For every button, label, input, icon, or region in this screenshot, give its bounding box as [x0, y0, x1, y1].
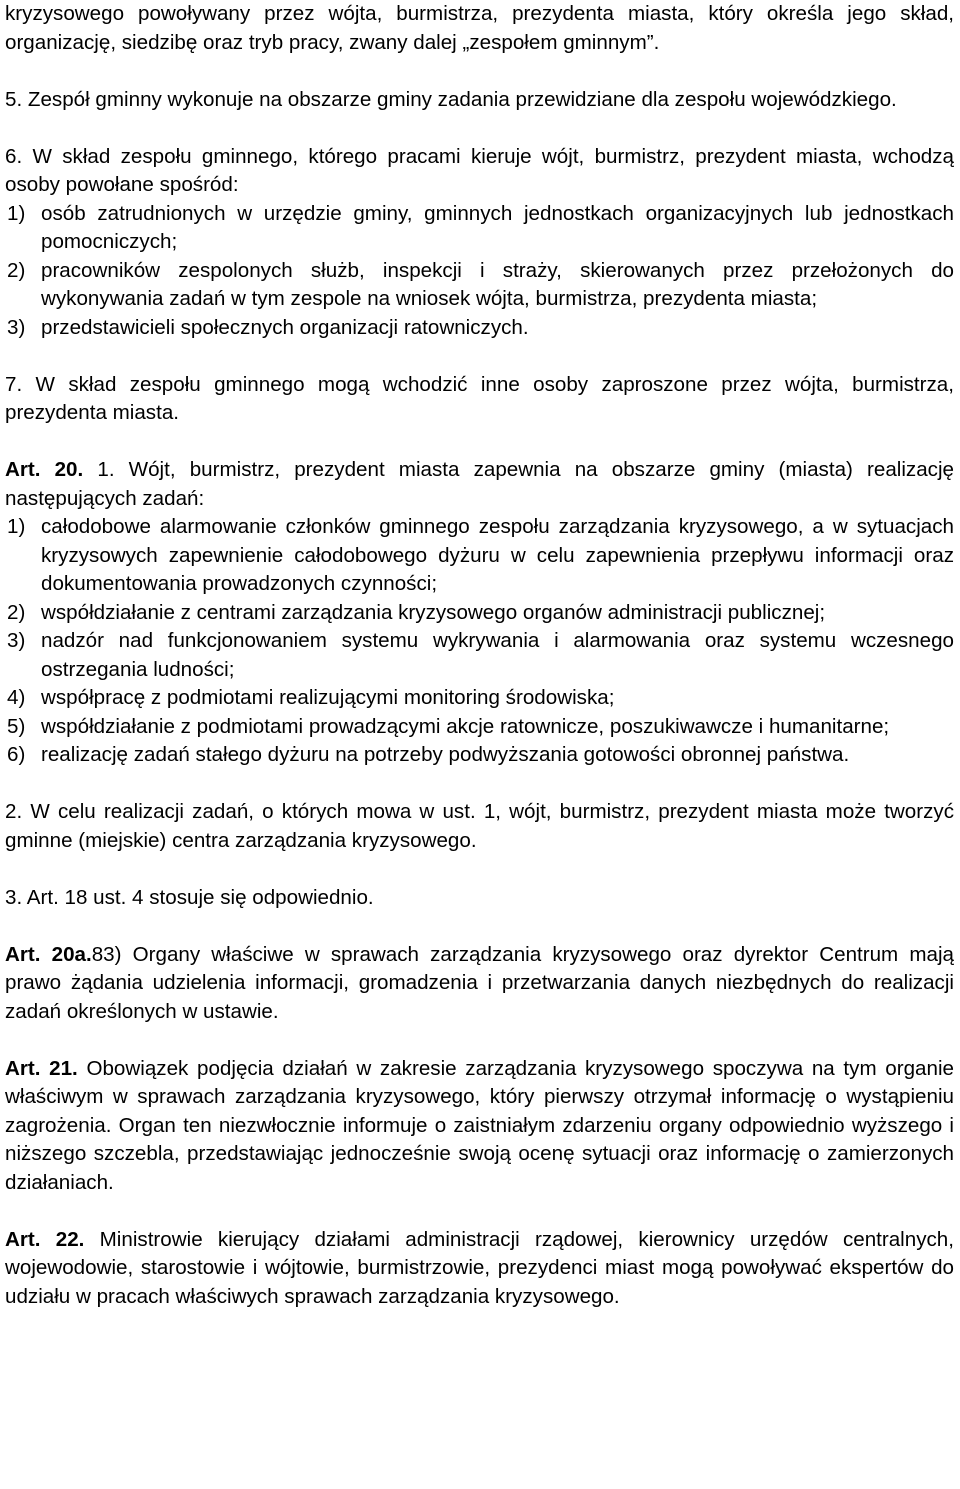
article-20-list — [5, 513, 954, 770]
article-22-text: Ministrowie kierujący działami administracji rządowej, kierownicy urzędów centralnych, wojewodowie, starostowie i wójtowie, burmistrzowie, prezydenci miast mogą powoływać ekspertów do udziału w pracach właściwych sprawach zarządzania kryzysowego. — [5, 1227, 954, 1308]
paragraph-intro: kryzysowego powoływany przez wójta, burmistrza, prezydenta miasta, który określa jego skład, organizację, siedzibę oraz tryb pracy, zwany dalej „zespołem gminnym”. — [5, 2, 954, 54]
list-item-text: współpracę z podmiotami realizującymi monitoring środowiska; — [41, 686, 615, 709]
article-22-label: Art. 22. — [5, 1227, 85, 1251]
article-20a — [5, 941, 954, 1027]
list-item — [7, 599, 954, 628]
list-item — [7, 257, 954, 314]
paragraph-6-list — [5, 200, 954, 343]
article-20-paragraph-3: 3. Art. 18 ust. 4 stosuje się odpowiednio. — [5, 885, 374, 909]
list-item — [7, 713, 954, 742]
list-item — [7, 741, 954, 770]
list-item-text: nadzór nad funkcjonowaniem systemu wykrywania i alarmowania oraz systemu wczesnego ostrzegania ludności; — [41, 629, 954, 681]
paragraph-6: 6. W skład zespołu gminnego, którego pracami kieruje wójt, burmistrz, prezydent miasta, wchodzą osoby powołane spośród: — [5, 144, 954, 196]
article-21 — [5, 1055, 954, 1198]
list-item-number: 1) — [7, 515, 26, 538]
article-20a-label: Art. 20a. — [5, 942, 92, 966]
list-item — [7, 684, 954, 713]
list-item-text: osób zatrudnionych w urzędzie gminy, gminnych jednostkach organizacyjnych lub jednostkach pomocniczych; — [41, 201, 954, 253]
list-item-number: 4) — [7, 686, 26, 709]
list-item-text: pracowników zespolonych służb, inspekcji i straży, skierowanych przez przełożonych do wykonywania zadań w tym zespole na wniosek wójta, burmistrza, prezydenta miasta; — [41, 258, 954, 310]
list-item-number: 6) — [7, 743, 26, 766]
article-21-text: Obowiązek podjęcia działań w zakresie zarządzania kryzysowego spoczywa na tym organie właściwym w sprawach zarządzania kryzysowego, który pierwszy otrzymał informację o wystąpieniu zagrożenia. Organ ten niezwłocznie informuje o zaistniałym zdarzeniu organy odpowiednio wyższego i niższego szczebla, przedstawiając jednocześnie swoją ocenę sytuacji oraz informację o zamierzonych działaniach. — [5, 1056, 954, 1194]
article-20 — [5, 456, 954, 513]
article-20a-text: 83) Organy właściwe w sprawach zarządzania kryzysowego oraz dyrektor Centrum mają prawo żądania udzielenia informacji, gromadzenia i przetwarzania danych niezbędnych do realizacji zadań określonych w ustawie. — [5, 942, 954, 1023]
list-item-text: współdziałanie z podmiotami prowadzącymi akcje ratownicze, poszukiwawcze i humanitarne; — [41, 714, 890, 738]
list-item-number: 3) — [7, 315, 26, 339]
article-20-paragraph-2: 2. W celu realizacji zadań, o których mowa w ust. 1, wójt, burmistrz, prezydent miasta może tworzyć gminne (miejskie) centra zarządzania kryzysowego. — [5, 800, 954, 852]
list-item-text: realizację zadań stałego dyżuru na potrzeby podwyższania gotowości obronnej państwa. — [41, 743, 850, 766]
list-item-text: współdziałanie z centrami zarządzania kryzysowego organów administracji publicznej; — [41, 600, 826, 624]
article-20-text: 1. Wójt, burmistrz, prezydent miasta zapewnia na obszarze gminy (miasta) realizację następujących zadań: — [5, 458, 954, 510]
article-22 — [5, 1226, 954, 1312]
article-20-label: Art. 20. — [5, 458, 84, 481]
paragraph-5: 5. Zespół gminny wykonuje na obszarze gminy zadania przewidziane dla zespołu wojewódzkiego. — [5, 87, 897, 111]
list-item — [7, 200, 954, 257]
list-item-text: przedstawicieli społecznych organizacji ratowniczych. — [41, 315, 529, 339]
article-21-label: Art. 21. — [5, 1056, 78, 1080]
list-item-number: 2) — [7, 600, 26, 624]
list-item-number: 1) — [7, 201, 26, 225]
list-item — [7, 513, 954, 599]
list-item-number: 5) — [7, 714, 26, 738]
list-item-number: 2) — [7, 258, 26, 282]
list-item — [7, 314, 954, 343]
paragraph-7: 7. W skład zespołu gminnego mogą wchodzić inne osoby zaproszone przez wójta, burmistrza, prezydenta miasta. — [5, 372, 954, 424]
list-item-text: całodobowe alarmowanie członków gminnego zespołu zarządzania kryzysowego, a w sytuacjach kryzysowych zapewnienie całodobowego dyżuru w celu zapewnienia przepływu informacji oraz dokumentowania prowadzonych czynności; — [41, 515, 954, 595]
list-item — [7, 627, 954, 684]
list-item-number: 3) — [7, 629, 26, 652]
